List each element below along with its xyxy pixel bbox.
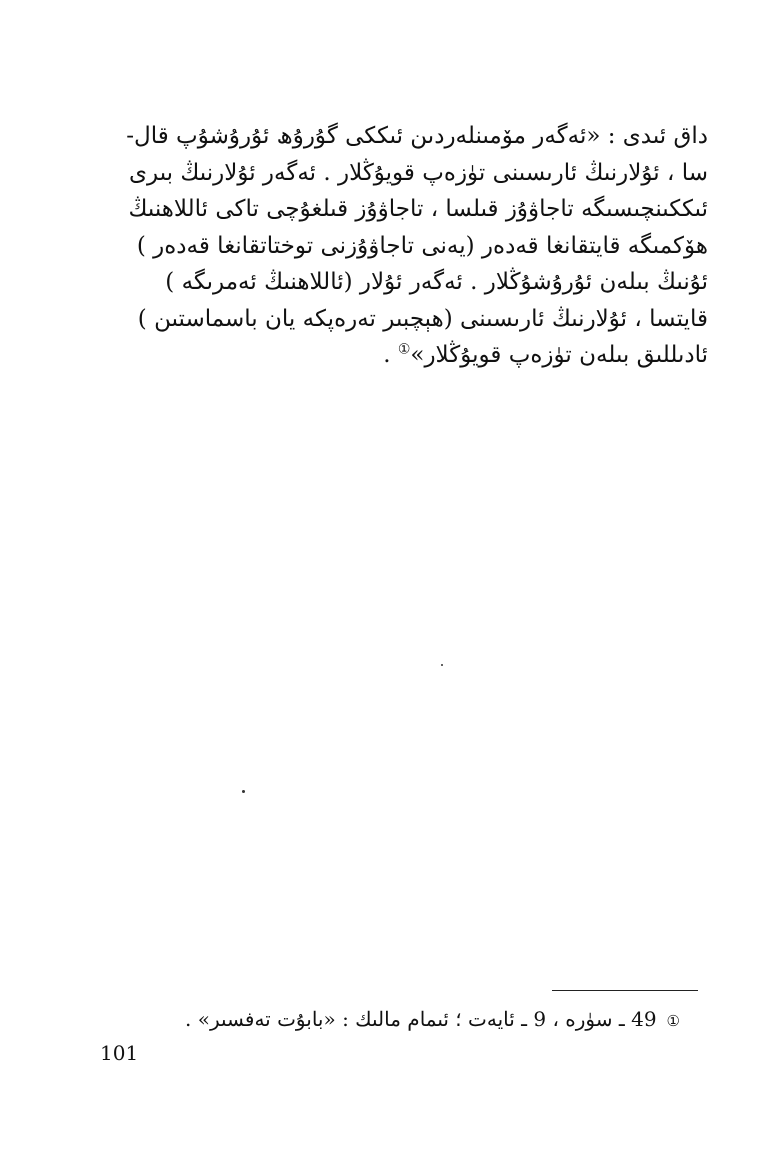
scan-speck: [441, 664, 443, 666]
footnote-reference[interactable]: ①: [397, 341, 411, 358]
footnote: [96, 1004, 680, 1036]
footnote-marker: ①: [666, 1012, 680, 1030]
text-line-5: ئۇنىڭ بىلەن ئۇرۇشۇڭلار . ئەگەر ئۇلار (ئاللاھنىڭ ئەمرىگە ): [165, 269, 708, 295]
text-line-3: ئىككىنچىسىگە تاجاۋۇز قىلسا ، تاجاۋۇز قىلغۇچى تاكى ئاللاھنىڭ: [128, 196, 708, 222]
page-number: 101: [100, 1041, 139, 1065]
scan-speck: [242, 790, 245, 793]
text-line-7-content: ئادىللىق بىلەن تۈزەپ قويۇڭلار»: [410, 342, 708, 368]
text-line-2: سا ، ئۇلارنىڭ ئارىسىنى تۈزەپ قويۇڭلار . ئەگەر ئۇلارنىڭ بىرى: [129, 159, 708, 186]
text-line-6: قايتسا ، ئۇلارنىڭ ئارىسىنى (ھېچبىر تەرەپكە يان باسماستىن ): [137, 305, 708, 332]
text-line-7: [96, 337, 708, 374]
footnote-text: 49 ـ سۈرە ، 9 ـ ئايەت ؛ ئىمام مالىك : «بابۇت تەفسىر» .: [185, 1007, 657, 1031]
text-line-4: ھۆكمىگە قايتقانغا قەدەر (يەنى تاجاۋۇزنى توختاتقانغا قەدەر ): [136, 232, 708, 259]
body-paragraph: [96, 118, 708, 374]
text-line-7-end: .: [383, 342, 398, 368]
footnote-divider: [552, 990, 698, 991]
text-line-1: داق ئىدى : «ئەگەر مۆمىنلەردىن ئىككى گۇرۇھ ئۇرۇشۇپ قال-: [126, 123, 708, 149]
